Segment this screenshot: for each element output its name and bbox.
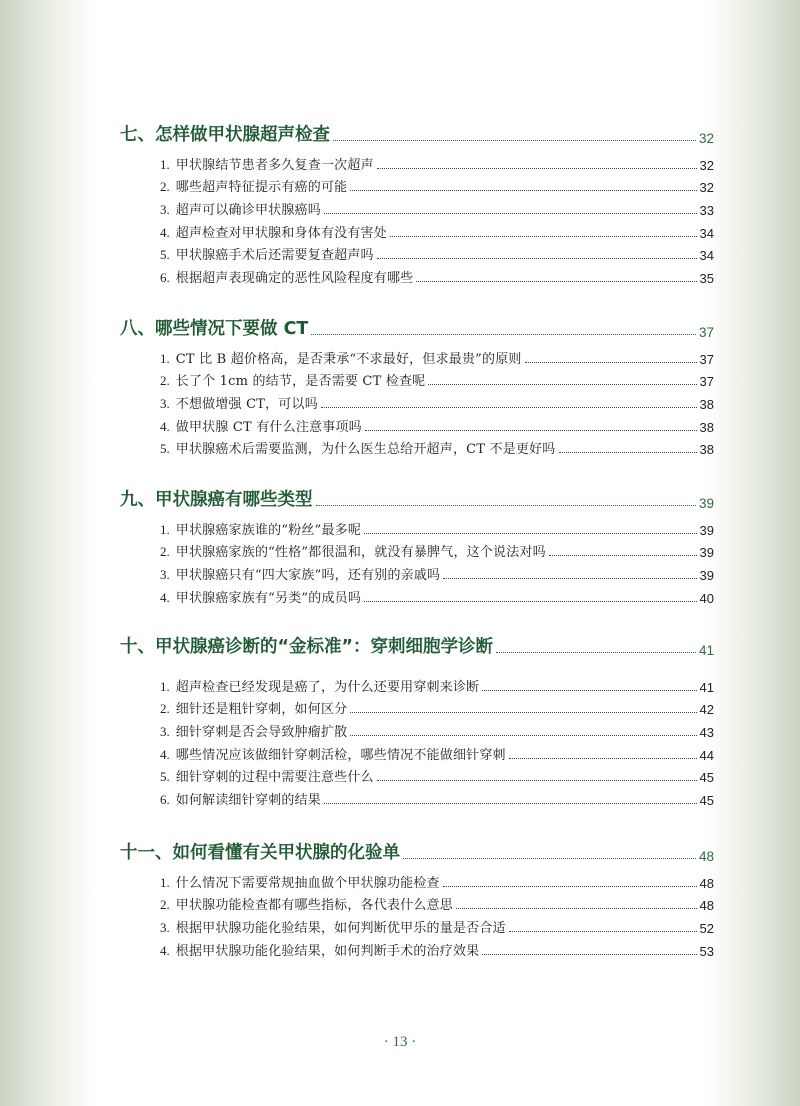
entry-number: 1. xyxy=(160,874,170,890)
toc-entry[interactable] xyxy=(120,389,714,412)
entry-number: 3. xyxy=(160,202,170,218)
section-title: 十、甲状腺癌诊断的“金标准”：穿刺细胞学诊断 xyxy=(120,637,494,657)
dot-leader xyxy=(364,533,696,534)
dot-leader xyxy=(482,954,696,955)
dot-leader xyxy=(482,690,696,691)
entry-label: 长了个 1cm 的结节，是否需要 CT 检查呢 xyxy=(175,374,426,390)
toc-entry[interactable] xyxy=(120,913,714,936)
dot-leader xyxy=(428,384,696,385)
dot-leader xyxy=(350,712,696,713)
dot-leader xyxy=(377,780,697,781)
entry-number: 2. xyxy=(160,179,170,195)
section-page: 37 xyxy=(698,325,714,340)
toc-entry[interactable] xyxy=(120,717,714,740)
toc-entry[interactable] xyxy=(120,173,714,196)
section-heading[interactable] xyxy=(120,836,714,864)
toc-section-8 xyxy=(120,312,714,457)
section-heading[interactable] xyxy=(120,118,714,146)
dot-leader xyxy=(321,407,697,408)
dot-leader xyxy=(509,758,697,759)
entry-page: 34 xyxy=(699,248,714,264)
toc-entry[interactable] xyxy=(120,218,714,241)
section-page: 41 xyxy=(698,643,714,658)
entry-label: 超声检查已经发现是癌了，为什么还要用穿刺来诊断 xyxy=(175,679,480,695)
entry-page: 32 xyxy=(699,157,714,173)
dot-leader xyxy=(324,213,697,214)
entry-label: 细针穿刺是否会导致肿瘤扩散 xyxy=(175,725,348,741)
section-page: 32 xyxy=(698,131,714,146)
dot-leader xyxy=(549,555,697,556)
entry-page: 48 xyxy=(699,875,714,891)
toc-entry[interactable] xyxy=(120,936,714,959)
entry-label: 甲状腺癌家族有“另类”的成员吗 xyxy=(175,590,362,606)
entry-page: 44 xyxy=(699,747,714,763)
entry-number: 4. xyxy=(160,589,170,605)
dot-leader xyxy=(443,886,697,887)
toc-entry[interactable] xyxy=(120,263,714,286)
toc-entry[interactable] xyxy=(120,740,714,763)
entry-label: 根据甲状腺功能化验结果，如何判断优甲乐的量是否合适 xyxy=(175,921,506,937)
toc-entry[interactable] xyxy=(120,583,714,606)
section-page: 39 xyxy=(698,496,714,511)
entry-number: 2. xyxy=(160,897,170,913)
entry-number: 2. xyxy=(160,373,170,389)
entry-page: 43 xyxy=(699,725,714,741)
dot-leader xyxy=(443,578,696,579)
toc-entry[interactable] xyxy=(120,560,714,583)
entry-label: 甲状腺癌家族谁的“粉丝”最多呢 xyxy=(175,522,362,538)
entry-label: 甲状腺癌只有“四大家族”吗，还有别的亲戚吗 xyxy=(175,568,441,584)
entry-label: 不想做增强 CT，可以吗 xyxy=(175,397,318,413)
dot-leader xyxy=(496,652,696,653)
dot-leader xyxy=(559,452,697,453)
section-heading[interactable] xyxy=(120,630,714,658)
entry-page: 38 xyxy=(699,397,714,413)
entry-page: 45 xyxy=(699,770,714,786)
dot-leader xyxy=(525,362,697,363)
entry-number: 2. xyxy=(160,544,170,560)
entry-page: 33 xyxy=(699,203,714,219)
entry-label: CT 比 B 超价格高，是否秉承“不求最好，但求最贵”的原则 xyxy=(175,351,522,367)
dot-leader xyxy=(350,190,696,191)
entry-number: 5. xyxy=(160,441,170,457)
entry-label: 超声可以确诊甲状腺癌吗 xyxy=(175,203,321,219)
section-title: 九、甲状腺癌有哪些类型 xyxy=(120,490,313,510)
entry-number: 5. xyxy=(160,769,170,785)
entry-page: 37 xyxy=(699,374,714,390)
toc-entry[interactable] xyxy=(120,515,714,538)
toc-entry[interactable] xyxy=(120,241,714,264)
entry-page: 45 xyxy=(699,793,714,809)
dot-leader xyxy=(350,735,696,736)
section-title: 八、哪些情况下要做 CT xyxy=(120,319,309,339)
entry-page: 39 xyxy=(699,568,714,584)
dot-leader xyxy=(416,281,696,282)
dot-leader xyxy=(324,803,697,804)
toc-entry[interactable] xyxy=(120,672,714,695)
dot-leader xyxy=(311,334,696,335)
entry-label: 甲状腺癌家族的“性格”都很温和，就没有暴脾气，这个说法对吗 xyxy=(175,545,546,561)
toc-section-7 xyxy=(120,118,714,286)
dot-leader xyxy=(365,430,697,431)
toc-entry[interactable] xyxy=(120,763,714,786)
entry-number: 3. xyxy=(160,724,170,740)
entry-page: 40 xyxy=(699,590,714,606)
dot-leader xyxy=(364,601,696,602)
toc-section-11 xyxy=(120,836,714,959)
entry-number: 4. xyxy=(160,224,170,240)
section-heading[interactable] xyxy=(120,483,714,511)
entry-number: 5. xyxy=(160,247,170,263)
dot-leader xyxy=(509,931,697,932)
section-heading[interactable] xyxy=(120,312,714,340)
toc-entry[interactable] xyxy=(120,195,714,218)
toc-section-9 xyxy=(120,483,714,606)
entry-number: 4. xyxy=(160,418,170,434)
entry-number: 2. xyxy=(160,701,170,717)
entry-number: 3. xyxy=(160,567,170,583)
entry-page: 39 xyxy=(699,522,714,538)
entry-label: 细针穿刺的过程中需要注意些什么 xyxy=(175,770,374,786)
toc-entry[interactable] xyxy=(120,695,714,718)
dot-leader xyxy=(377,168,697,169)
toc-entry[interactable] xyxy=(120,412,714,435)
toc-entry[interactable] xyxy=(120,435,714,458)
entry-page: 32 xyxy=(699,180,714,196)
entry-number: 6. xyxy=(160,270,170,286)
page-number: · 13 · xyxy=(383,1034,417,1050)
entry-number: 1. xyxy=(160,678,170,694)
section-title: 七、怎样做甲状腺超声检查 xyxy=(120,125,330,145)
entry-label: 如何解读细针穿刺的结果 xyxy=(175,793,321,809)
entry-label: 哪些情况应该做细针穿刺活检，哪些情况不能做细针穿刺 xyxy=(175,747,506,763)
toc-entry[interactable] xyxy=(120,538,714,561)
entry-page: 53 xyxy=(699,943,714,959)
entry-label: 超声检查对甲状腺和身体有没有害处 xyxy=(175,225,387,241)
entry-label: 甲状腺癌手术后还需要复查超声吗 xyxy=(175,248,374,264)
entry-number: 3. xyxy=(160,396,170,412)
entry-page: 42 xyxy=(699,702,714,718)
entry-number: 1. xyxy=(160,156,170,172)
entry-page: 34 xyxy=(699,225,714,241)
toc-entry[interactable] xyxy=(120,868,714,891)
entry-number: 4. xyxy=(160,942,170,958)
entry-page: 38 xyxy=(699,419,714,435)
entry-label: 哪些超声特征提示有癌的可能 xyxy=(175,180,348,196)
section-page: 48 xyxy=(698,849,714,864)
entry-label: 根据甲状腺功能化验结果，如何判断手术的治疗效果 xyxy=(175,943,480,959)
entry-page: 41 xyxy=(699,679,714,695)
entry-page: 35 xyxy=(699,271,714,287)
entry-page: 38 xyxy=(699,442,714,458)
entry-number: 1. xyxy=(160,521,170,537)
entry-number: 3. xyxy=(160,920,170,936)
toc-entry[interactable] xyxy=(120,891,714,914)
dot-leader xyxy=(403,858,696,859)
entry-number: 1. xyxy=(160,350,170,366)
entry-label: 什么情况下需要常规抽血做个甲状腺功能检查 xyxy=(175,875,440,891)
dot-leader xyxy=(333,140,696,141)
entry-label: 甲状腺癌术后需要监测，为什么医生总给开超声，CT 不是更好吗 xyxy=(175,442,556,458)
dot-leader xyxy=(316,505,696,506)
entry-label: 甲状腺结节患者多久复查一次超声 xyxy=(175,157,374,173)
dot-leader xyxy=(456,908,697,909)
entry-page: 37 xyxy=(699,351,714,367)
entry-page: 39 xyxy=(699,545,714,561)
toc-entry[interactable] xyxy=(120,150,714,173)
toc-section-10 xyxy=(120,630,714,808)
entry-page: 52 xyxy=(699,921,714,937)
entry-label: 根据超声表现确定的恶性风险程度有哪些 xyxy=(175,271,414,287)
toc-entry[interactable] xyxy=(120,367,714,390)
entry-label: 细针还是粗针穿刺，如何区分 xyxy=(175,702,348,718)
dot-leader xyxy=(390,236,697,237)
entry-label: 做甲状腺 CT 有什么注意事项吗 xyxy=(175,419,362,435)
dot-leader xyxy=(377,258,697,259)
entry-page: 48 xyxy=(699,898,714,914)
section-title: 十一、如何看懂有关甲状腺的化验单 xyxy=(120,843,400,863)
entry-number: 6. xyxy=(160,792,170,808)
entry-label: 甲状腺功能检查都有哪些指标，各代表什么意思 xyxy=(175,898,453,914)
toc-entry[interactable] xyxy=(120,785,714,808)
entry-number: 4. xyxy=(160,746,170,762)
toc-entry[interactable] xyxy=(120,344,714,367)
